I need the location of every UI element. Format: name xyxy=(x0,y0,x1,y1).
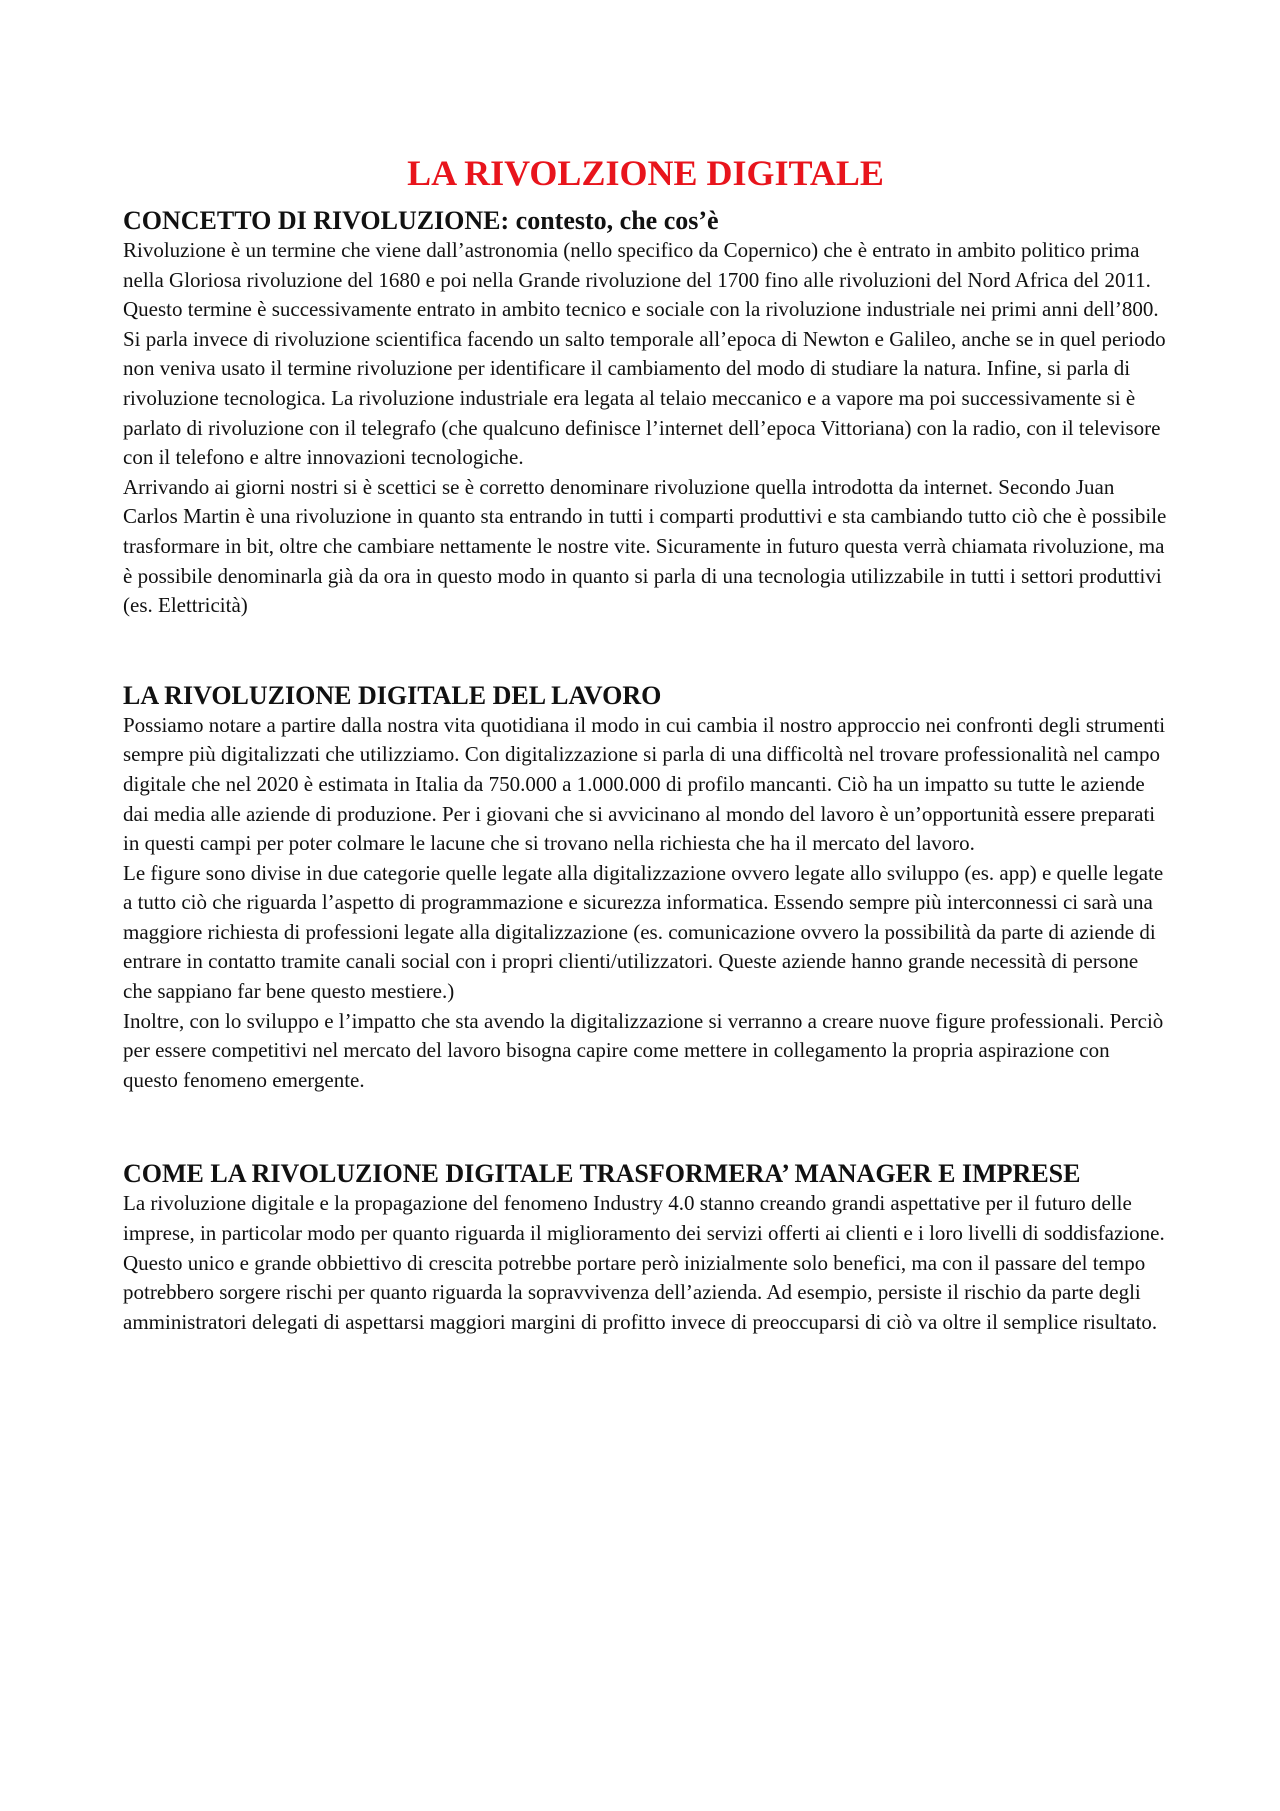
section-heading: COME LA RIVOLUZIONE DIGITALE TRASFORMERA’ MANAGER E IMPRESE xyxy=(123,1159,1081,1189)
document-page xyxy=(123,150,1168,1337)
section-concetto-di-rivoluzione xyxy=(123,206,1168,621)
paragraph: Questo termine è successivamente entrato in ambito tecnico e sociale con la rivoluzione industriale nei primi anni dell’800. Si parla invece di rivoluzione scientifica facendo un salto temporale all’epoca di Newton e Galileo, anche se in quel periodo non veniva usato il termine rivoluzione per identificare il cambiamento del modo di studiare la natura. Infine, si parla di rivoluzione tecnologica. La rivoluzione industriale era legata al telaio meccanico e a vapore ma poi successivamente si è parlato di rivoluzione con il telegrafo (che qualcuno definisce l’internet dell’epoca Vittoriana) con la radio, con il televisore con il telefono e altre innovazioni tecnologiche. xyxy=(123,297,1166,470)
section-heading: CONCETTO DI RIVOLUZIONE: contesto, che cos’è xyxy=(123,206,719,235)
paragraph: Rivoluzione è un termine che viene dall’astronomia (nello specifico da Copernico) che è entrato in ambito politico prima nella Gloriosa rivoluzione del 1680 e poi nella Grande rivoluzione del 1700 fino alle rivoluzioni del Nord Africa del 2011. xyxy=(123,238,1151,292)
paragraph: Questo unico e grande obbiettivo di crescita potrebbe portare però inizialmente solo benefici, ma con il passare del tempo potrebbero sorgere rischi per quanto riguarda la sopravvivenza dell’azienda. Ad esempio, persiste il rischio da parte degli amministratori delegati di aspettarsi maggiori margini di profitto invece di preoccuparsi di ciò va oltre il semplice risultato. xyxy=(123,1250,1158,1334)
section-manager-e-imprese xyxy=(123,1159,1168,1337)
section-heading: LA RIVOLUZIONE DIGITALE DEL LAVORO xyxy=(123,680,662,710)
page-title: LA RIVOLZIONE DIGITALE xyxy=(407,153,884,193)
section-spacer xyxy=(123,1095,1168,1159)
paragraph: La rivoluzione digitale e la propagazione del fenomeno Industry 4.0 stanno creando grandi aspettative per il futuro delle imprese, in particolar modo per quanto riguarda il miglioramento dei servizi offerti ai clienti e i loro livelli di soddisfazione. xyxy=(123,1191,1165,1246)
section-spacer xyxy=(123,621,1168,681)
paragraph: Arrivando ai giorni nostri si è scettici se è corretto denominare rivoluzione quella introdotta da internet. Secondo Juan Carlos Martin è una rivoluzione in quanto sta entrando in tutti i comparti produttivi e sta cambiando tutto ciò che è possibile trasformare in bit, oltre che cambiare nettamente le nostre vite. Sicuramente in futuro questa verrà chiamata rivoluzione, ma è possibile denominarla già da ora in questo modo in quanto si parla di una tecnologia utilizzabile in tutti i settori produttivi (es. Elettricità) xyxy=(123,474,1167,618)
paragraph: Possiamo notare a partire dalla nostra vita quotidiana il modo in cui cambia il nostro approccio nei confronti degli strumenti sempre più digitalizzati che utilizziamo. Con digitalizzazione si parla di una difficoltà nel trovare professionalità nel campo digitale che nel 2020 è estimata in Italia da 750.000 a 1.000.000 di profilo mancanti. Ciò ha un impatto su tutte le aziende dai media alle aziende di produzione. Per i giovani che si avvicinano al mondo del lavoro è un’opportunità essere preparati in questi campi per poter colmare le lacune che si trovano nella richiesta che ha il mercato del lavoro. xyxy=(123,712,1166,856)
section-rivoluzione-digitale-lavoro xyxy=(123,681,1168,1096)
paragraph: Le figure sono divise in due categorie quelle legate alla digitalizzazione ovvero legate allo sviluppo (es. app) e quelle legate a tutto ciò che riguarda l’aspetto di programmazione e sicurezza informatica. Essendo sempre più interconnessi ci sarà una maggiore richiesta di professioni legate alla digitalizzazione (es. comunicazione ovvero la possibilità da parte di aziende di entrare in contatto tramite canali social con i propri clienti/utilizzatori. Queste aziende hanno grande necessità di persone che sappiano far bene questo mestiere.) xyxy=(123,860,1164,1004)
paragraph: Inoltre, con lo sviluppo e l’impatto che sta avendo la digitalizzazione si verranno a creare nuove figure professionali. Perciò per essere competitivi nel mercato del lavoro bisogna capire come mettere in collegamento la propria aspirazione con questo fenomeno emergente. xyxy=(123,1008,1164,1092)
